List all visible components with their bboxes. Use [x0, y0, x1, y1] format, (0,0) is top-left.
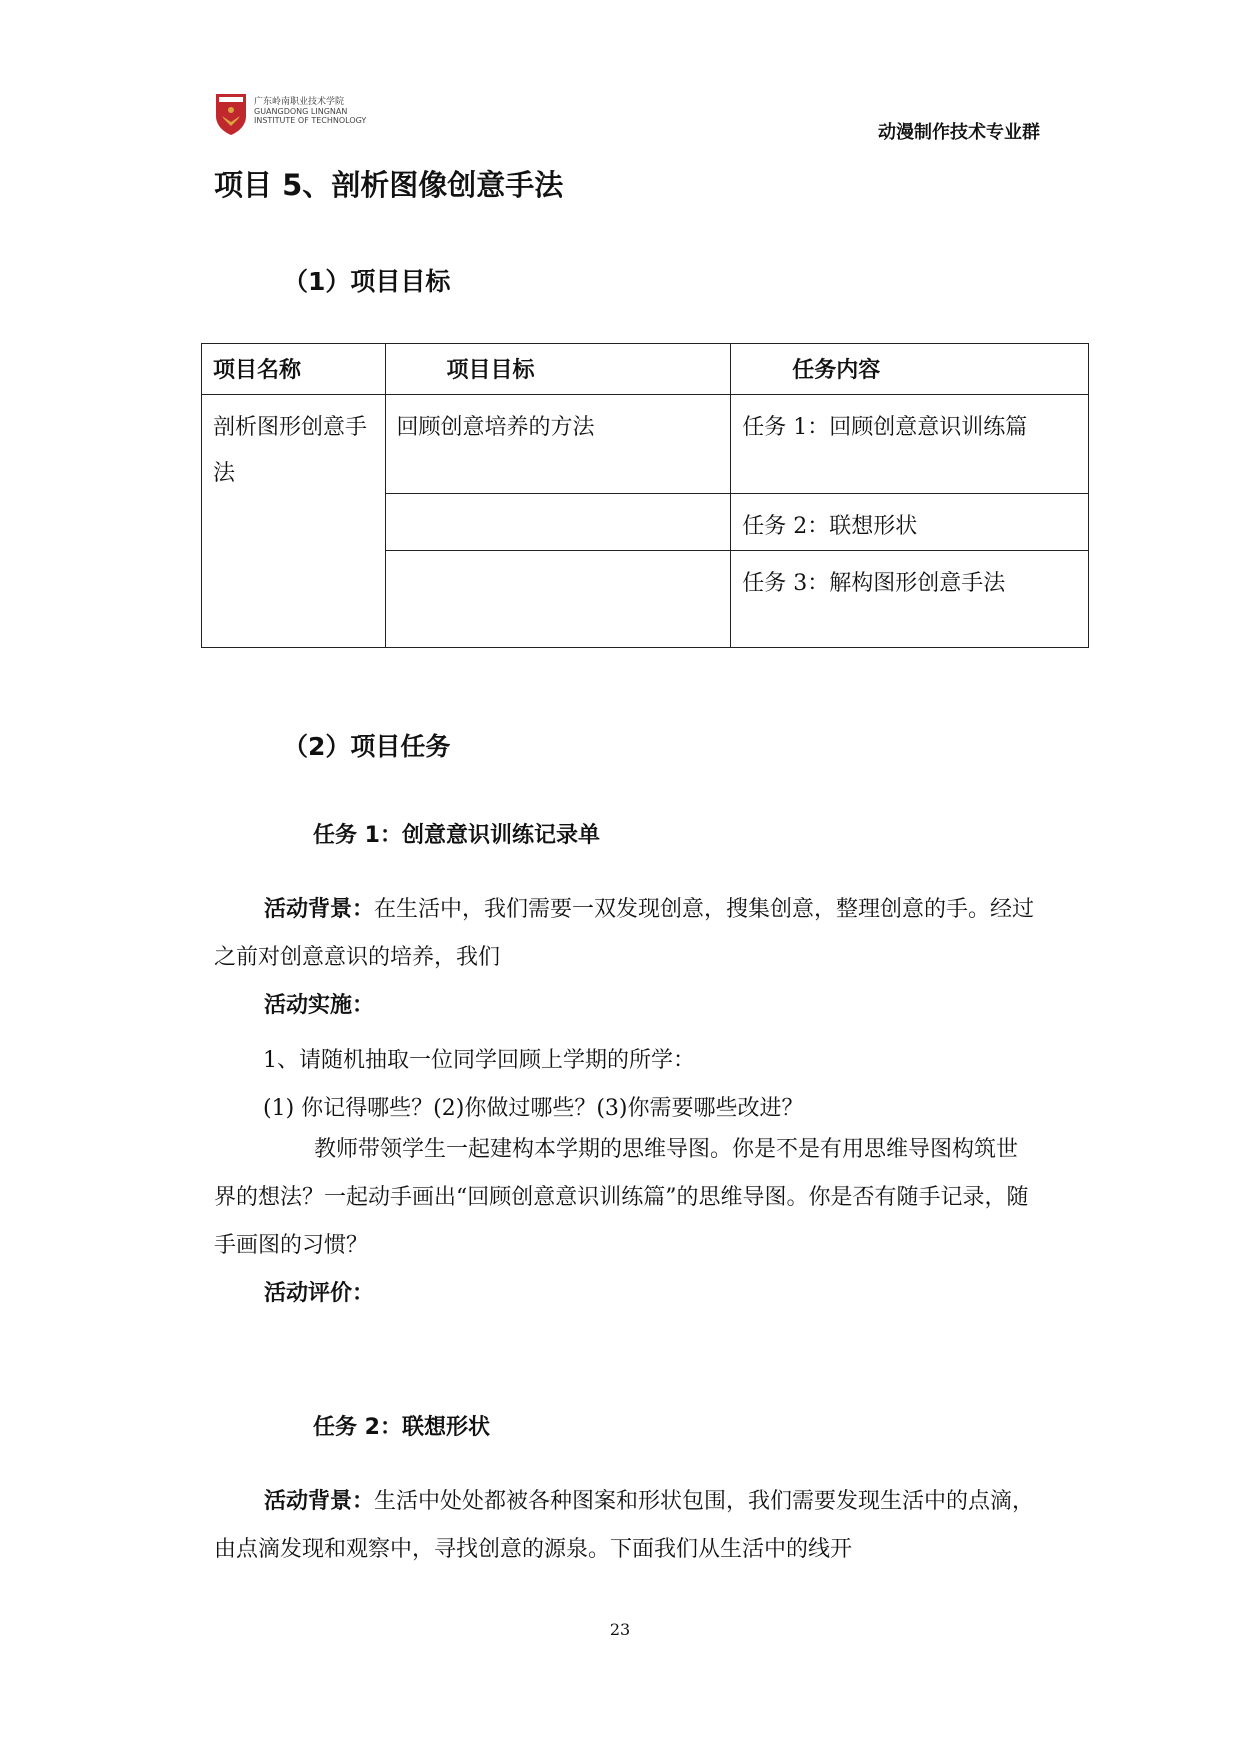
table-header-project-name: 项目名称	[202, 344, 386, 395]
task2-background-label: 活动背景：	[264, 1489, 375, 1514]
page-number: 23	[609, 1620, 631, 1639]
task1-questions: (1) 你记得哪些？(2)你做过哪些？(3)你需要哪些改进？	[263, 1096, 804, 1121]
table-cell-empty	[385, 494, 731, 551]
task2-background	[214, 1478, 1036, 1574]
task2-title: 任务 2：联想形状	[313, 1415, 490, 1440]
table-header-tasks: 任务内容	[731, 344, 1089, 395]
table-row	[202, 395, 1089, 494]
section1-title: （1）项目目标	[283, 267, 451, 296]
table-cell-task-3: 任务 3：解构图形创意手法	[731, 551, 1089, 648]
logo-text	[254, 98, 366, 125]
table-header-row	[202, 344, 1089, 395]
task1-background-text: 在生活中，我们需要一双发现创意，搜集创意，整理创意的手。经过之前对创意意识的培养，我们	[214, 897, 1035, 970]
task1-background	[214, 886, 1036, 982]
table-header-goal: 项目目标	[385, 344, 731, 395]
task1-implementation-label: 活动实施：	[264, 993, 375, 1018]
logo-name-en-1: GUANGDONG LINGNAN	[254, 107, 348, 116]
logo-name-en-2: INSTITUTE OF TECHNOLOGY	[254, 116, 367, 125]
logo-name-cn: 广东岭南职业技术学院	[254, 97, 345, 107]
task2-background-text: 生活中处处都被各种图案和形状包围，我们需要发现生活中的点滴，由点滴发现和观察中，寻找创意的源泉。下面我们从生活中的线开	[214, 1489, 1035, 1562]
table-cell-task-2: 任务 2：联想形状	[731, 494, 1089, 551]
project-title: 项目 5、剖析图像创意手法	[214, 168, 564, 202]
task1-title: 任务 1：创意意识训练记录单	[313, 823, 600, 848]
table-cell-goal: 回顾创意培养的方法	[385, 395, 731, 494]
task1-background-label: 活动背景：	[264, 897, 375, 922]
table-cell-empty	[385, 551, 731, 648]
section2-title: （2）项目任务	[283, 732, 451, 761]
header-title: 动漫制作技术专业群	[878, 122, 1040, 143]
shield-icon	[214, 92, 248, 136]
task1-step1: 1、请随机抽取一位同学回顾上学期的所学：	[263, 1048, 695, 1073]
table-cell-project-name: 剖析图形创意手法	[202, 395, 386, 648]
task1-teacher-text: 教师带领学生一起建构本学期的思维导图。你是不是有用思维导图构筑世界的想法？一起动手画出“回顾创意意识训练篇”的思维导图。你是否有随手记录，随手画图的习惯？	[214, 1137, 1029, 1258]
school-logo	[214, 90, 367, 138]
project-goal-table	[201, 343, 1089, 648]
task1-evaluation-label: 活动评价：	[264, 1281, 375, 1306]
table-cell-task-1: 任务 1：回顾创意意识训练篇	[731, 395, 1089, 494]
